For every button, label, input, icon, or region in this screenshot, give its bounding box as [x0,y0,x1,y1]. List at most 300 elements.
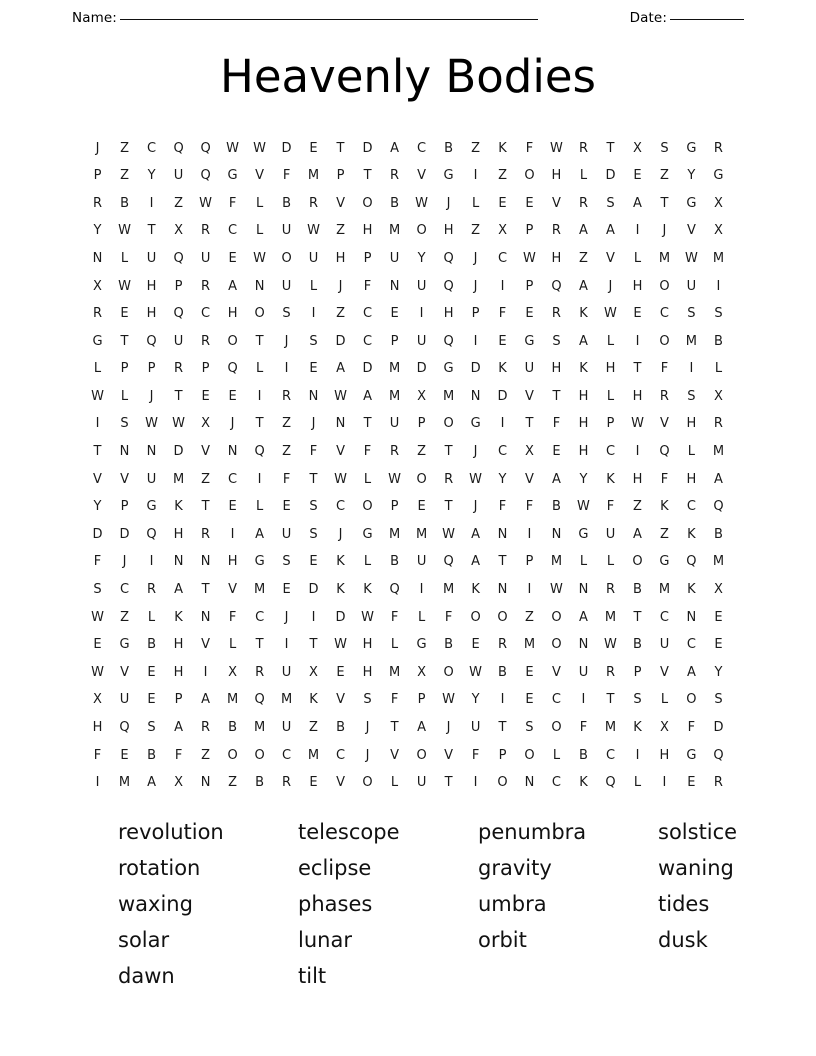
grid-cell[interactable]: U [416,554,427,570]
grid-cell[interactable]: W [253,250,267,266]
grid-cell[interactable]: P [174,278,183,294]
grid-cell[interactable]: Z [201,471,211,487]
grid-cell[interactable]: V [444,747,454,763]
grid-cell[interactable]: S [525,720,534,736]
grid-cell[interactable]: O [497,775,508,791]
grid-cell[interactable]: X [201,416,211,432]
grid-cell[interactable]: D [497,388,508,404]
grid-cell[interactable]: R [308,195,319,211]
grid-cell[interactable]: O [632,554,643,570]
grid-cell[interactable]: I [95,416,100,432]
grid-cell[interactable]: T [336,140,345,156]
grid-cell[interactable]: F [390,692,399,708]
grid-cell[interactable]: T [309,471,318,487]
grid-cell[interactable]: L [120,388,129,404]
grid-cell[interactable]: Q [119,720,130,736]
grid-cell[interactable]: L [633,775,642,791]
grid-cell[interactable]: C [659,306,669,322]
grid-cell[interactable]: H [362,664,373,680]
grid-cell[interactable]: K [174,609,183,625]
grid-cell[interactable]: R [713,775,723,791]
grid-cell[interactable]: A [201,692,211,708]
grid-cell[interactable]: R [201,720,211,736]
grid-cell[interactable]: H [632,388,643,404]
grid-cell[interactable]: G [362,526,373,542]
grid-cell[interactable]: F [525,499,534,515]
grid-cell[interactable]: Q [146,526,157,542]
grid-cell[interactable]: Q [254,444,265,460]
grid-cell[interactable]: J [473,278,478,294]
grid-cell[interactable]: E [498,333,507,349]
grid-cell[interactable]: V [659,664,669,680]
grid-cell[interactable]: T [363,168,372,184]
grid-cell[interactable]: T [498,720,507,736]
grid-cell[interactable]: W [118,223,131,239]
grid-cell[interactable]: L [660,692,669,708]
grid-cell[interactable]: K [579,361,588,377]
grid-cell[interactable]: W [334,388,347,404]
grid-cell[interactable]: U [605,526,616,542]
grid-cell[interactable]: B [255,775,265,791]
grid-cell[interactable]: U [416,775,427,791]
grid-cell[interactable]: P [417,692,426,708]
grid-cell[interactable]: Q [713,499,724,515]
grid-cell[interactable]: R [713,416,723,432]
grid-cell[interactable]: U [281,720,292,736]
grid-cell[interactable]: I [689,361,694,377]
grid-cell[interactable]: E [525,664,534,680]
grid-cell[interactable]: K [363,582,372,598]
grid-cell[interactable]: L [255,361,264,377]
grid-cell[interactable]: W [91,609,104,625]
grid-cell[interactable]: H [335,250,346,266]
grid-cell[interactable]: R [578,140,588,156]
grid-cell[interactable]: H [173,664,184,680]
grid-cell[interactable]: R [659,388,669,404]
word-search-grid[interactable] [84,134,732,796]
grid-cell[interactable]: B [336,720,345,736]
grid-cell[interactable]: B [713,526,723,542]
grid-cell[interactable]: B [282,195,292,211]
grid-cell[interactable]: W [91,664,104,680]
grid-cell[interactable]: O [254,306,265,322]
grid-cell[interactable]: A [363,388,372,404]
grid-cell[interactable]: F [93,747,102,763]
grid-cell[interactable]: E [552,444,561,460]
grid-cell[interactable]: L [363,554,372,570]
grid-cell[interactable]: Z [282,444,291,460]
grid-cell[interactable]: J [338,278,343,294]
grid-cell[interactable]: C [659,609,669,625]
grid-cell[interactable]: C [255,609,265,625]
grid-cell[interactable]: K [633,720,642,736]
grid-cell[interactable]: F [363,444,372,460]
grid-cell[interactable]: E [417,499,426,515]
grid-cell[interactable]: E [93,637,102,653]
grid-cell[interactable]: L [363,471,372,487]
grid-cell[interactable]: G [443,168,454,184]
grid-cell[interactable]: C [282,747,292,763]
grid-cell[interactable]: Z [524,609,534,625]
grid-cell[interactable]: W [118,278,131,294]
grid-cell[interactable]: U [281,664,292,680]
grid-cell[interactable]: C [228,223,238,239]
grid-cell[interactable]: S [93,582,102,598]
grid-cell[interactable]: W [577,499,590,515]
grid-cell[interactable]: K [687,526,696,542]
grid-cell[interactable]: X [417,664,427,680]
grid-cell[interactable]: C [147,140,157,156]
grid-cell[interactable]: I [635,223,640,239]
grid-cell[interactable]: V [93,471,102,487]
grid-cell[interactable]: R [497,637,508,653]
grid-cell[interactable]: L [606,388,615,404]
grid-cell[interactable]: L [417,609,426,625]
grid-cell[interactable]: H [659,747,670,763]
grid-cell[interactable]: B [147,747,156,763]
grid-cell[interactable]: R [147,582,157,598]
grid-cell[interactable]: G [686,140,697,156]
grid-cell[interactable]: Z [282,416,291,432]
grid-cell[interactable]: S [687,388,696,404]
grid-cell[interactable]: G [146,499,157,515]
grid-cell[interactable]: S [309,333,318,349]
grid-cell[interactable]: E [525,195,534,211]
grid-cell[interactable]: O [551,609,562,625]
grid-cell[interactable]: O [362,195,373,211]
grid-cell[interactable]: W [226,140,240,156]
grid-cell[interactable]: Z [120,168,129,184]
grid-cell[interactable]: D [281,140,292,156]
grid-cell[interactable]: M [415,526,428,542]
grid-cell[interactable]: H [443,306,454,322]
grid-cell[interactable]: A [551,471,561,487]
grid-cell[interactable]: K [336,554,345,570]
grid-cell[interactable]: H [578,416,589,432]
grid-cell[interactable]: E [228,250,237,266]
grid-cell[interactable]: U [173,168,184,184]
grid-cell[interactable]: A [633,195,642,211]
grid-cell[interactable]: W [469,664,483,680]
grid-cell[interactable]: Q [605,775,616,791]
grid-cell[interactable]: T [606,692,615,708]
grid-cell[interactable]: B [147,637,156,653]
grid-cell[interactable]: O [470,609,481,625]
grid-cell[interactable]: H [173,637,184,653]
grid-cell[interactable]: R [255,664,265,680]
grid-cell[interactable]: L [471,195,480,211]
grid-cell[interactable]: Z [659,168,669,184]
grid-cell[interactable]: O [227,333,238,349]
grid-cell[interactable]: F [579,720,588,736]
grid-cell[interactable]: B [228,720,238,736]
grid-cell[interactable]: K [660,499,669,515]
grid-cell[interactable]: D [308,582,319,598]
grid-cell[interactable]: I [473,168,478,184]
grid-cell[interactable]: I [257,388,262,404]
grid-cell[interactable]: Q [443,554,454,570]
grid-cell[interactable]: I [635,747,640,763]
grid-cell[interactable]: U [281,526,292,542]
grid-cell[interactable]: M [118,775,131,791]
grid-cell[interactable]: B [120,195,129,211]
grid-cell[interactable]: J [311,416,316,432]
grid-cell[interactable]: Q [173,250,184,266]
grid-cell[interactable]: C [335,499,346,515]
grid-cell[interactable]: N [227,444,238,460]
grid-cell[interactable]: U [281,278,292,294]
grid-cell[interactable]: F [444,609,453,625]
grid-cell[interactable]: O [686,692,697,708]
grid-cell[interactable]: Y [471,692,480,708]
grid-cell[interactable]: L [120,250,129,266]
grid-cell[interactable]: G [470,416,481,432]
grid-cell[interactable]: W [550,140,563,156]
grid-cell[interactable]: O [227,747,238,763]
grid-cell[interactable]: X [228,664,238,680]
grid-cell[interactable]: B [444,140,454,156]
grid-cell[interactable]: N [308,388,319,404]
grid-cell[interactable]: N [389,278,400,294]
grid-cell[interactable]: P [93,168,102,184]
grid-cell[interactable]: M [712,554,725,570]
grid-cell[interactable]: Z [471,140,481,156]
grid-cell[interactable]: C [417,140,427,156]
grid-cell[interactable]: A [579,333,588,349]
grid-cell[interactable]: E [309,775,318,791]
grid-cell[interactable]: W [469,471,483,487]
grid-cell[interactable]: M [712,444,725,460]
grid-cell[interactable]: E [525,692,534,708]
grid-cell[interactable]: I [203,664,208,680]
grid-cell[interactable]: G [227,168,238,184]
grid-cell[interactable]: H [551,361,562,377]
grid-cell[interactable]: S [363,692,372,708]
grid-cell[interactable]: M [388,388,401,404]
grid-cell[interactable]: Y [687,168,696,184]
grid-cell[interactable]: T [633,361,642,377]
grid-cell[interactable]: M [604,609,617,625]
grid-cell[interactable]: I [284,361,289,377]
grid-cell[interactable]: H [605,361,616,377]
grid-cell[interactable]: D [335,333,346,349]
grid-cell[interactable]: M [685,333,697,349]
grid-cell[interactable]: J [230,416,235,432]
grid-cell[interactable]: A [579,223,588,239]
grid-cell[interactable]: C [363,333,373,349]
grid-cell[interactable]: W [442,526,456,542]
grid-cell[interactable]: H [551,250,562,266]
grid-cell[interactable]: D [335,609,346,625]
grid-cell[interactable]: W [145,416,158,432]
grid-cell[interactable]: B [551,499,561,515]
grid-cell[interactable]: Q [200,140,211,156]
grid-cell[interactable]: B [579,747,588,763]
grid-cell[interactable]: D [362,140,373,156]
grid-cell[interactable]: N [578,637,589,653]
grid-cell[interactable]: K [579,775,588,791]
grid-cell[interactable]: B [633,582,642,598]
grid-cell[interactable]: N [173,554,184,570]
grid-cell[interactable]: N [335,416,346,432]
grid-cell[interactable]: E [471,637,480,653]
grid-cell[interactable]: X [93,692,102,708]
grid-cell[interactable]: E [714,637,723,653]
grid-cell[interactable]: P [120,361,129,377]
grid-cell[interactable]: D [605,168,616,184]
grid-cell[interactable]: W [199,195,212,211]
grid-cell[interactable]: V [524,388,534,404]
grid-cell[interactable]: V [336,775,345,791]
grid-cell[interactable]: I [473,775,478,791]
grid-cell[interactable]: H [686,416,697,432]
grid-cell[interactable]: M [658,582,671,598]
grid-cell[interactable]: T [444,775,453,791]
grid-cell[interactable]: T [147,223,156,239]
grid-cell[interactable]: O [551,637,562,653]
grid-cell[interactable]: T [255,333,264,349]
grid-cell[interactable]: T [201,582,210,598]
grid-cell[interactable]: V [336,444,345,460]
grid-cell[interactable]: C [335,747,346,763]
grid-cell[interactable]: I [500,416,505,432]
grid-cell[interactable]: S [120,416,129,432]
grid-cell[interactable]: C [551,692,561,708]
grid-cell[interactable]: J [365,747,370,763]
grid-cell[interactable]: M [226,692,239,708]
grid-cell[interactable]: P [336,168,345,184]
grid-cell[interactable]: Z [633,499,642,515]
grid-cell[interactable]: P [633,664,642,680]
grid-cell[interactable]: V [417,168,427,184]
grid-cell[interactable]: D [173,444,184,460]
grid-cell[interactable]: M [388,223,401,239]
grid-cell[interactable]: X [417,388,427,404]
grid-cell[interactable]: I [311,609,316,625]
grid-cell[interactable]: N [578,582,589,598]
grid-cell[interactable]: V [228,582,238,598]
grid-cell[interactable]: H [362,637,373,653]
grid-cell[interactable]: L [255,223,264,239]
grid-cell[interactable]: V [201,637,211,653]
grid-cell[interactable]: L [255,195,264,211]
grid-cell[interactable]: Y [417,250,426,266]
grid-cell[interactable]: L [606,333,615,349]
grid-cell[interactable]: R [390,168,400,184]
grid-cell[interactable]: E [147,664,156,680]
grid-cell[interactable]: N [470,388,481,404]
grid-cell[interactable]: T [633,609,642,625]
grid-cell[interactable]: W [684,250,698,266]
grid-cell[interactable]: C [686,637,696,653]
grid-cell[interactable]: V [336,692,345,708]
grid-cell[interactable]: K [579,306,588,322]
grid-cell[interactable]: H [362,223,373,239]
grid-cell[interactable]: Y [93,223,102,239]
grid-cell[interactable]: E [390,306,399,322]
grid-cell[interactable]: H [227,306,238,322]
grid-cell[interactable]: X [498,223,507,239]
grid-cell[interactable]: J [338,526,343,542]
grid-cell[interactable]: H [92,720,103,736]
grid-cell[interactable]: P [417,416,426,432]
grid-cell[interactable]: E [309,554,318,570]
grid-cell[interactable]: L [579,168,588,184]
grid-cell[interactable]: R [390,444,400,460]
grid-cell[interactable]: S [282,554,291,570]
grid-cell[interactable]: H [686,471,697,487]
grid-cell[interactable]: N [686,609,697,625]
grid-cell[interactable]: T [255,637,264,653]
grid-cell[interactable]: J [95,140,100,156]
grid-cell[interactable]: G [686,195,697,211]
grid-cell[interactable]: S [147,720,156,736]
grid-cell[interactable]: I [581,692,586,708]
grid-cell[interactable]: R [444,471,454,487]
grid-cell[interactable]: L [633,250,642,266]
grid-cell[interactable]: G [92,333,103,349]
grid-cell[interactable]: O [254,747,265,763]
grid-cell[interactable]: K [498,361,507,377]
grid-cell[interactable]: P [471,306,480,322]
grid-cell[interactable]: V [120,471,129,487]
grid-cell[interactable]: O [416,471,427,487]
grid-cell[interactable]: N [200,609,211,625]
grid-cell[interactable]: E [201,388,210,404]
grid-cell[interactable]: M [307,168,320,184]
grid-cell[interactable]: I [635,333,640,349]
grid-cell[interactable]: I [473,333,478,349]
grid-cell[interactable]: S [660,140,669,156]
grid-cell[interactable]: V [336,195,345,211]
grid-cell[interactable]: W [91,388,104,404]
grid-cell[interactable]: I [500,692,505,708]
grid-cell[interactable]: U [281,223,292,239]
grid-cell[interactable]: F [93,554,102,570]
grid-cell[interactable]: C [497,250,508,266]
grid-cell[interactable]: K [174,499,183,515]
grid-cell[interactable]: I [419,582,424,598]
grid-cell[interactable]: Z [336,306,345,322]
grid-cell[interactable]: I [284,637,289,653]
grid-cell[interactable]: H [551,168,562,184]
grid-cell[interactable]: C [201,306,211,322]
grid-cell[interactable]: M [172,471,185,487]
grid-cell[interactable]: R [551,223,561,239]
grid-cell[interactable]: H [578,388,589,404]
grid-cell[interactable]: T [120,333,129,349]
grid-cell[interactable]: F [363,278,372,294]
grid-cell[interactable]: A [579,609,588,625]
grid-cell[interactable]: O [524,168,535,184]
grid-cell[interactable]: O [416,747,427,763]
grid-cell[interactable]: F [687,720,696,736]
grid-cell[interactable]: N [524,775,535,791]
grid-cell[interactable]: A [147,775,156,791]
grid-cell[interactable]: V [120,664,129,680]
grid-cell[interactable]: A [228,278,238,294]
grid-cell[interactable]: E [498,195,507,211]
grid-cell[interactable]: C [686,499,696,515]
grid-cell[interactable]: L [228,637,237,653]
grid-cell[interactable]: Q [173,140,184,156]
grid-cell[interactable]: J [446,195,451,211]
grid-cell[interactable]: R [282,388,292,404]
grid-cell[interactable]: F [498,306,507,322]
grid-cell[interactable]: T [444,444,453,460]
grid-cell[interactable]: X [174,775,183,791]
grid-cell[interactable]: O [659,278,670,294]
